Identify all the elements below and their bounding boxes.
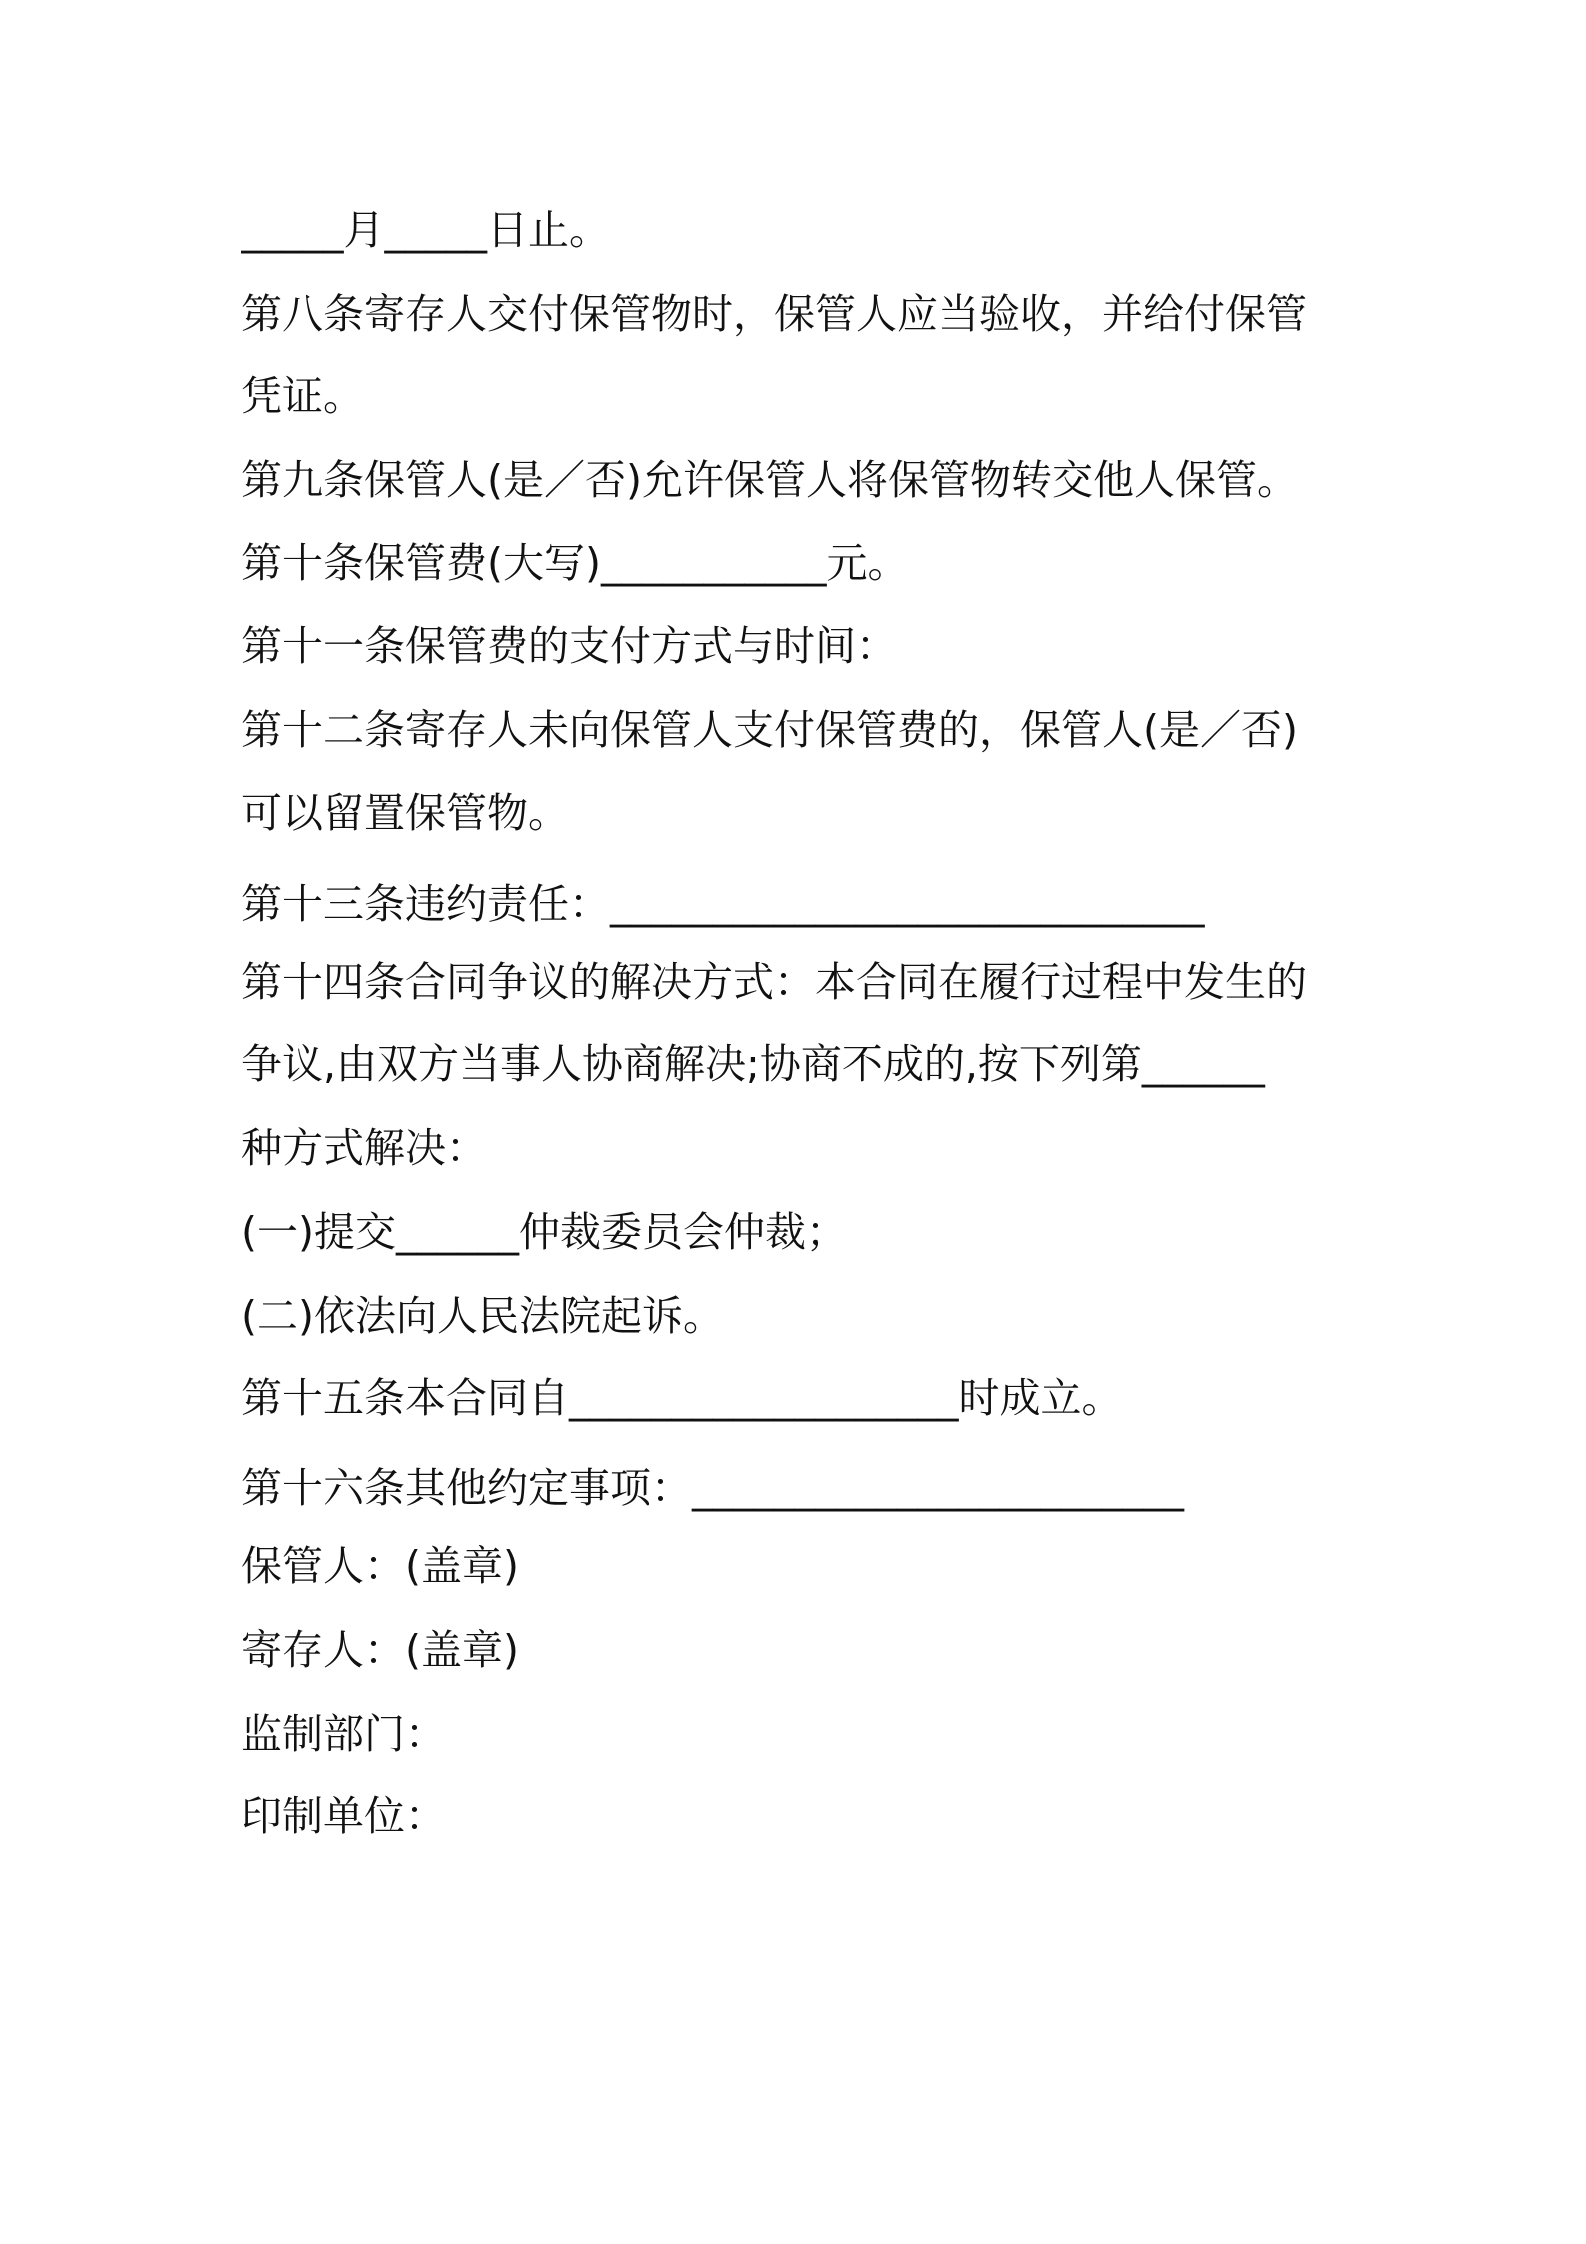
text-line-16: 第十六条其他约定事项：________________________ bbox=[241, 1464, 1184, 1512]
text-line-10: 第十四条合同争议的解决方式：本合同在履行过程中发生的 bbox=[241, 958, 1307, 1006]
text-line-3: 凭证。 bbox=[241, 372, 364, 420]
text-line-11: 争议,由双方当事人协商解决;协商不成的,按下列第______ bbox=[241, 1040, 1265, 1088]
text-line-14: (二)依法向人民法院起诉。 bbox=[241, 1292, 724, 1340]
text-line-17: 保管人：(盖章) bbox=[241, 1542, 519, 1590]
text-line-20: 印制单位： bbox=[241, 1792, 446, 1840]
text-line-9: 第十三条违约责任：_____________________________ bbox=[241, 880, 1205, 928]
text-line-5: 第十条保管费(大写)___________元。 bbox=[241, 539, 909, 587]
text-line-13: (一)提交______仲裁委员会仲裁； bbox=[241, 1208, 847, 1256]
text-line-8: 可以留置保管物。 bbox=[241, 789, 569, 837]
text-line-19: 监制部门： bbox=[241, 1710, 446, 1758]
text-line-18: 寄存人：(盖章) bbox=[241, 1626, 519, 1674]
text-line-7: 第十二条寄存人未向保管人支付保管费的，保管人(是／否) bbox=[241, 706, 1298, 754]
text-line-4: 第九条保管人(是／否)允许保管人将保管物转交他人保管。 bbox=[241, 456, 1298, 504]
text-line-2: 第八条寄存人交付保管物时，保管人应当验收，并给付保管 bbox=[241, 290, 1307, 338]
text-line-12: 种方式解决： bbox=[241, 1124, 487, 1172]
text-line-6: 第十一条保管费的支付方式与时间： bbox=[241, 622, 897, 670]
text-line-1: _____月_____日止。 bbox=[241, 206, 610, 254]
text-line-15: 第十五条本合同自___________________时成立。 bbox=[241, 1374, 1123, 1422]
